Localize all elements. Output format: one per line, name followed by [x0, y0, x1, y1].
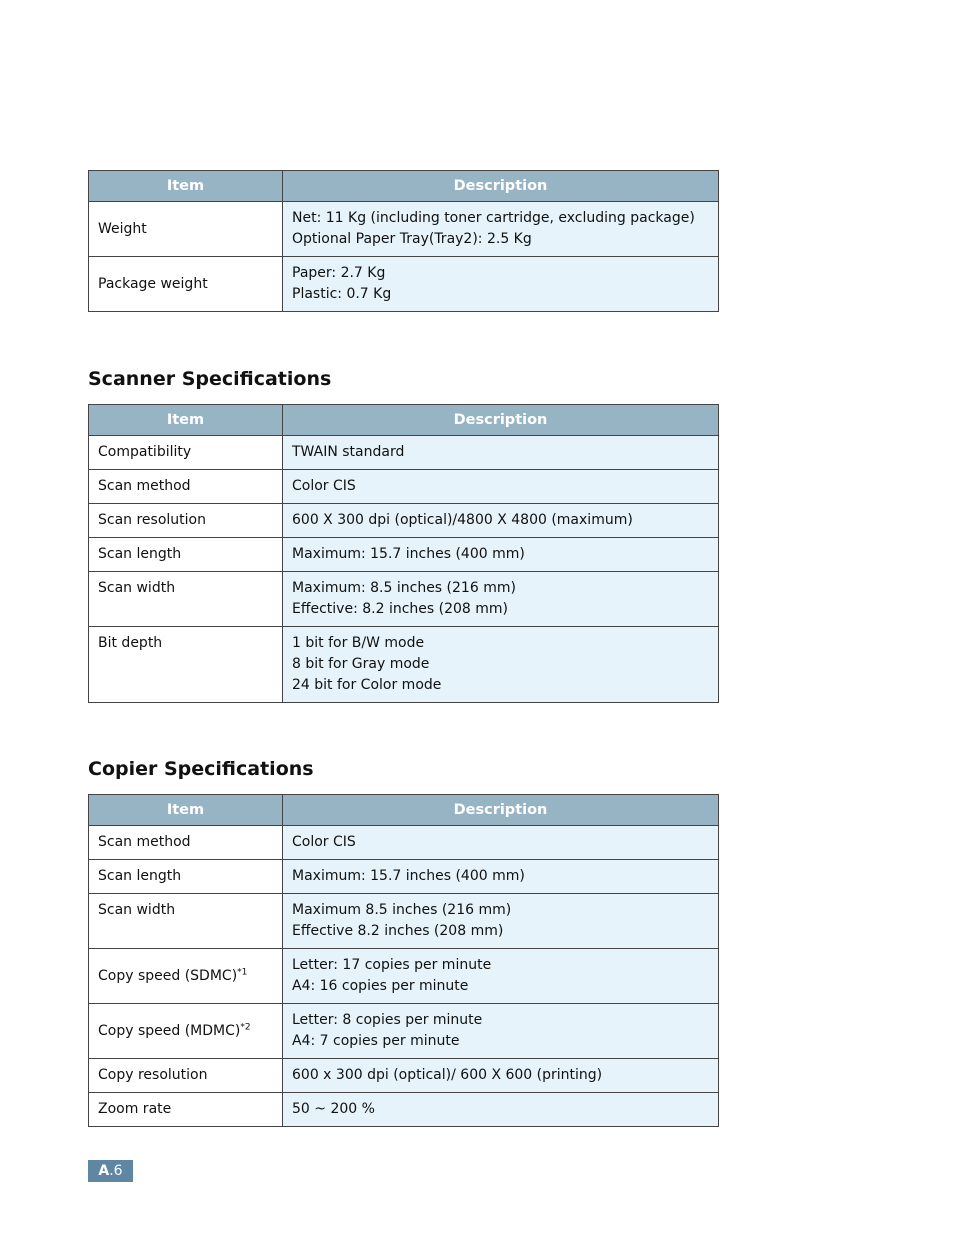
page-number-value: .6 [109, 1163, 123, 1179]
description-line: 50 ~ 200 % [292, 1101, 375, 1117]
description-cell [283, 470, 719, 504]
description-line: Maximum 8.5 inches (216 mm) [292, 902, 512, 918]
item-cell: Bit depth [89, 627, 283, 703]
item-column-header: Item [89, 171, 283, 202]
description-line: Effective: 8.2 inches (208 mm) [292, 601, 509, 617]
description-cell [283, 572, 719, 627]
weight-spec-table [88, 170, 719, 312]
description-cell [283, 504, 719, 538]
description-cell [283, 826, 719, 860]
table-row [89, 894, 719, 949]
table-row [89, 470, 719, 504]
table-row [89, 1004, 719, 1059]
table-row [89, 949, 719, 1004]
table-row [89, 504, 719, 538]
table-row [89, 436, 719, 470]
description-column-header: Description [283, 405, 719, 436]
description-cell [283, 627, 719, 703]
description-cell [283, 436, 719, 470]
description-cell [283, 1004, 719, 1059]
scanner-section-title: Scanner Specifications [88, 368, 332, 390]
description-cell [283, 1059, 719, 1093]
item-label: Copy speed (MDMC) [98, 1022, 241, 1039]
item-cell: Scan method [89, 826, 283, 860]
description-line: A4: 7 copies per minute [292, 1033, 460, 1049]
description-line: Net: 11 Kg (including toner cartridge, excluding package) [292, 210, 695, 226]
table-row [89, 826, 719, 860]
description-line: 24 bit for Color mode [292, 677, 442, 693]
table-row [89, 860, 719, 894]
footnote-marker: *1 [237, 966, 248, 977]
description-line: Maximum: 15.7 inches (400 mm) [292, 868, 525, 884]
description-line: Color CIS [292, 478, 356, 494]
item-cell: Zoom rate [89, 1093, 283, 1127]
item-cell: Scan resolution [89, 504, 283, 538]
description-cell [283, 202, 719, 257]
description-line: 1 bit for B/W mode [292, 635, 425, 651]
description-line: Maximum: 15.7 inches (400 mm) [292, 546, 525, 562]
item-cell: Scan length [89, 538, 283, 572]
table-row [89, 538, 719, 572]
description-line: Optional Paper Tray(Tray2): 2.5 Kg [292, 231, 532, 247]
description-line: TWAIN standard [292, 444, 405, 460]
table-row [89, 1059, 719, 1093]
table-header-row [89, 405, 719, 436]
description-cell [283, 257, 719, 312]
description-line: Letter: 17 copies per minute [292, 957, 492, 973]
description-line: 8 bit for Gray mode [292, 656, 430, 672]
table-row [89, 572, 719, 627]
table-row [89, 257, 719, 312]
description-cell [283, 538, 719, 572]
item-cell: Compatibility [89, 436, 283, 470]
item-cell [89, 1004, 283, 1059]
page-number-badge [88, 1160, 133, 1182]
table-header-row [89, 171, 719, 202]
item-column-header: Item [89, 795, 283, 826]
copier-spec-table [88, 794, 719, 1127]
description-cell [283, 1093, 719, 1127]
description-line: Effective 8.2 inches (208 mm) [292, 923, 504, 939]
footnote-marker: *2 [240, 1021, 251, 1032]
item-cell: Scan width [89, 894, 283, 949]
table-row [89, 627, 719, 703]
item-cell: Copy resolution [89, 1059, 283, 1093]
item-cell: Scan width [89, 572, 283, 627]
item-cell: Scan method [89, 470, 283, 504]
description-column-header: Description [283, 171, 719, 202]
item-cell: Scan length [89, 860, 283, 894]
page-number-prefix: A [98, 1163, 110, 1179]
table-header-row [89, 795, 719, 826]
description-cell [283, 860, 719, 894]
description-line: 600 x 300 dpi (optical)/ 600 X 600 (printing) [292, 1067, 603, 1083]
copier-section-title: Copier Specifications [88, 758, 314, 780]
item-label: Copy speed (SDMC) [98, 967, 238, 984]
description-line: Color CIS [292, 834, 356, 850]
description-line: Paper: 2.7 Kg [292, 265, 386, 281]
table-row [89, 1093, 719, 1127]
description-line: 600 X 300 dpi (optical)/4800 X 4800 (maximum) [292, 512, 633, 528]
item-cell: Package weight [89, 257, 283, 312]
item-column-header: Item [89, 405, 283, 436]
table-row [89, 202, 719, 257]
item-cell [89, 949, 283, 1004]
description-line: Maximum: 8.5 inches (216 mm) [292, 580, 516, 596]
description-cell [283, 949, 719, 1004]
description-cell [283, 894, 719, 949]
description-line: Letter: 8 copies per minute [292, 1012, 483, 1028]
scanner-spec-table [88, 404, 719, 703]
item-cell: Weight [89, 202, 283, 257]
description-line: Plastic: 0.7 Kg [292, 286, 392, 302]
description-line: A4: 16 copies per minute [292, 978, 469, 994]
description-column-header: Description [283, 795, 719, 826]
